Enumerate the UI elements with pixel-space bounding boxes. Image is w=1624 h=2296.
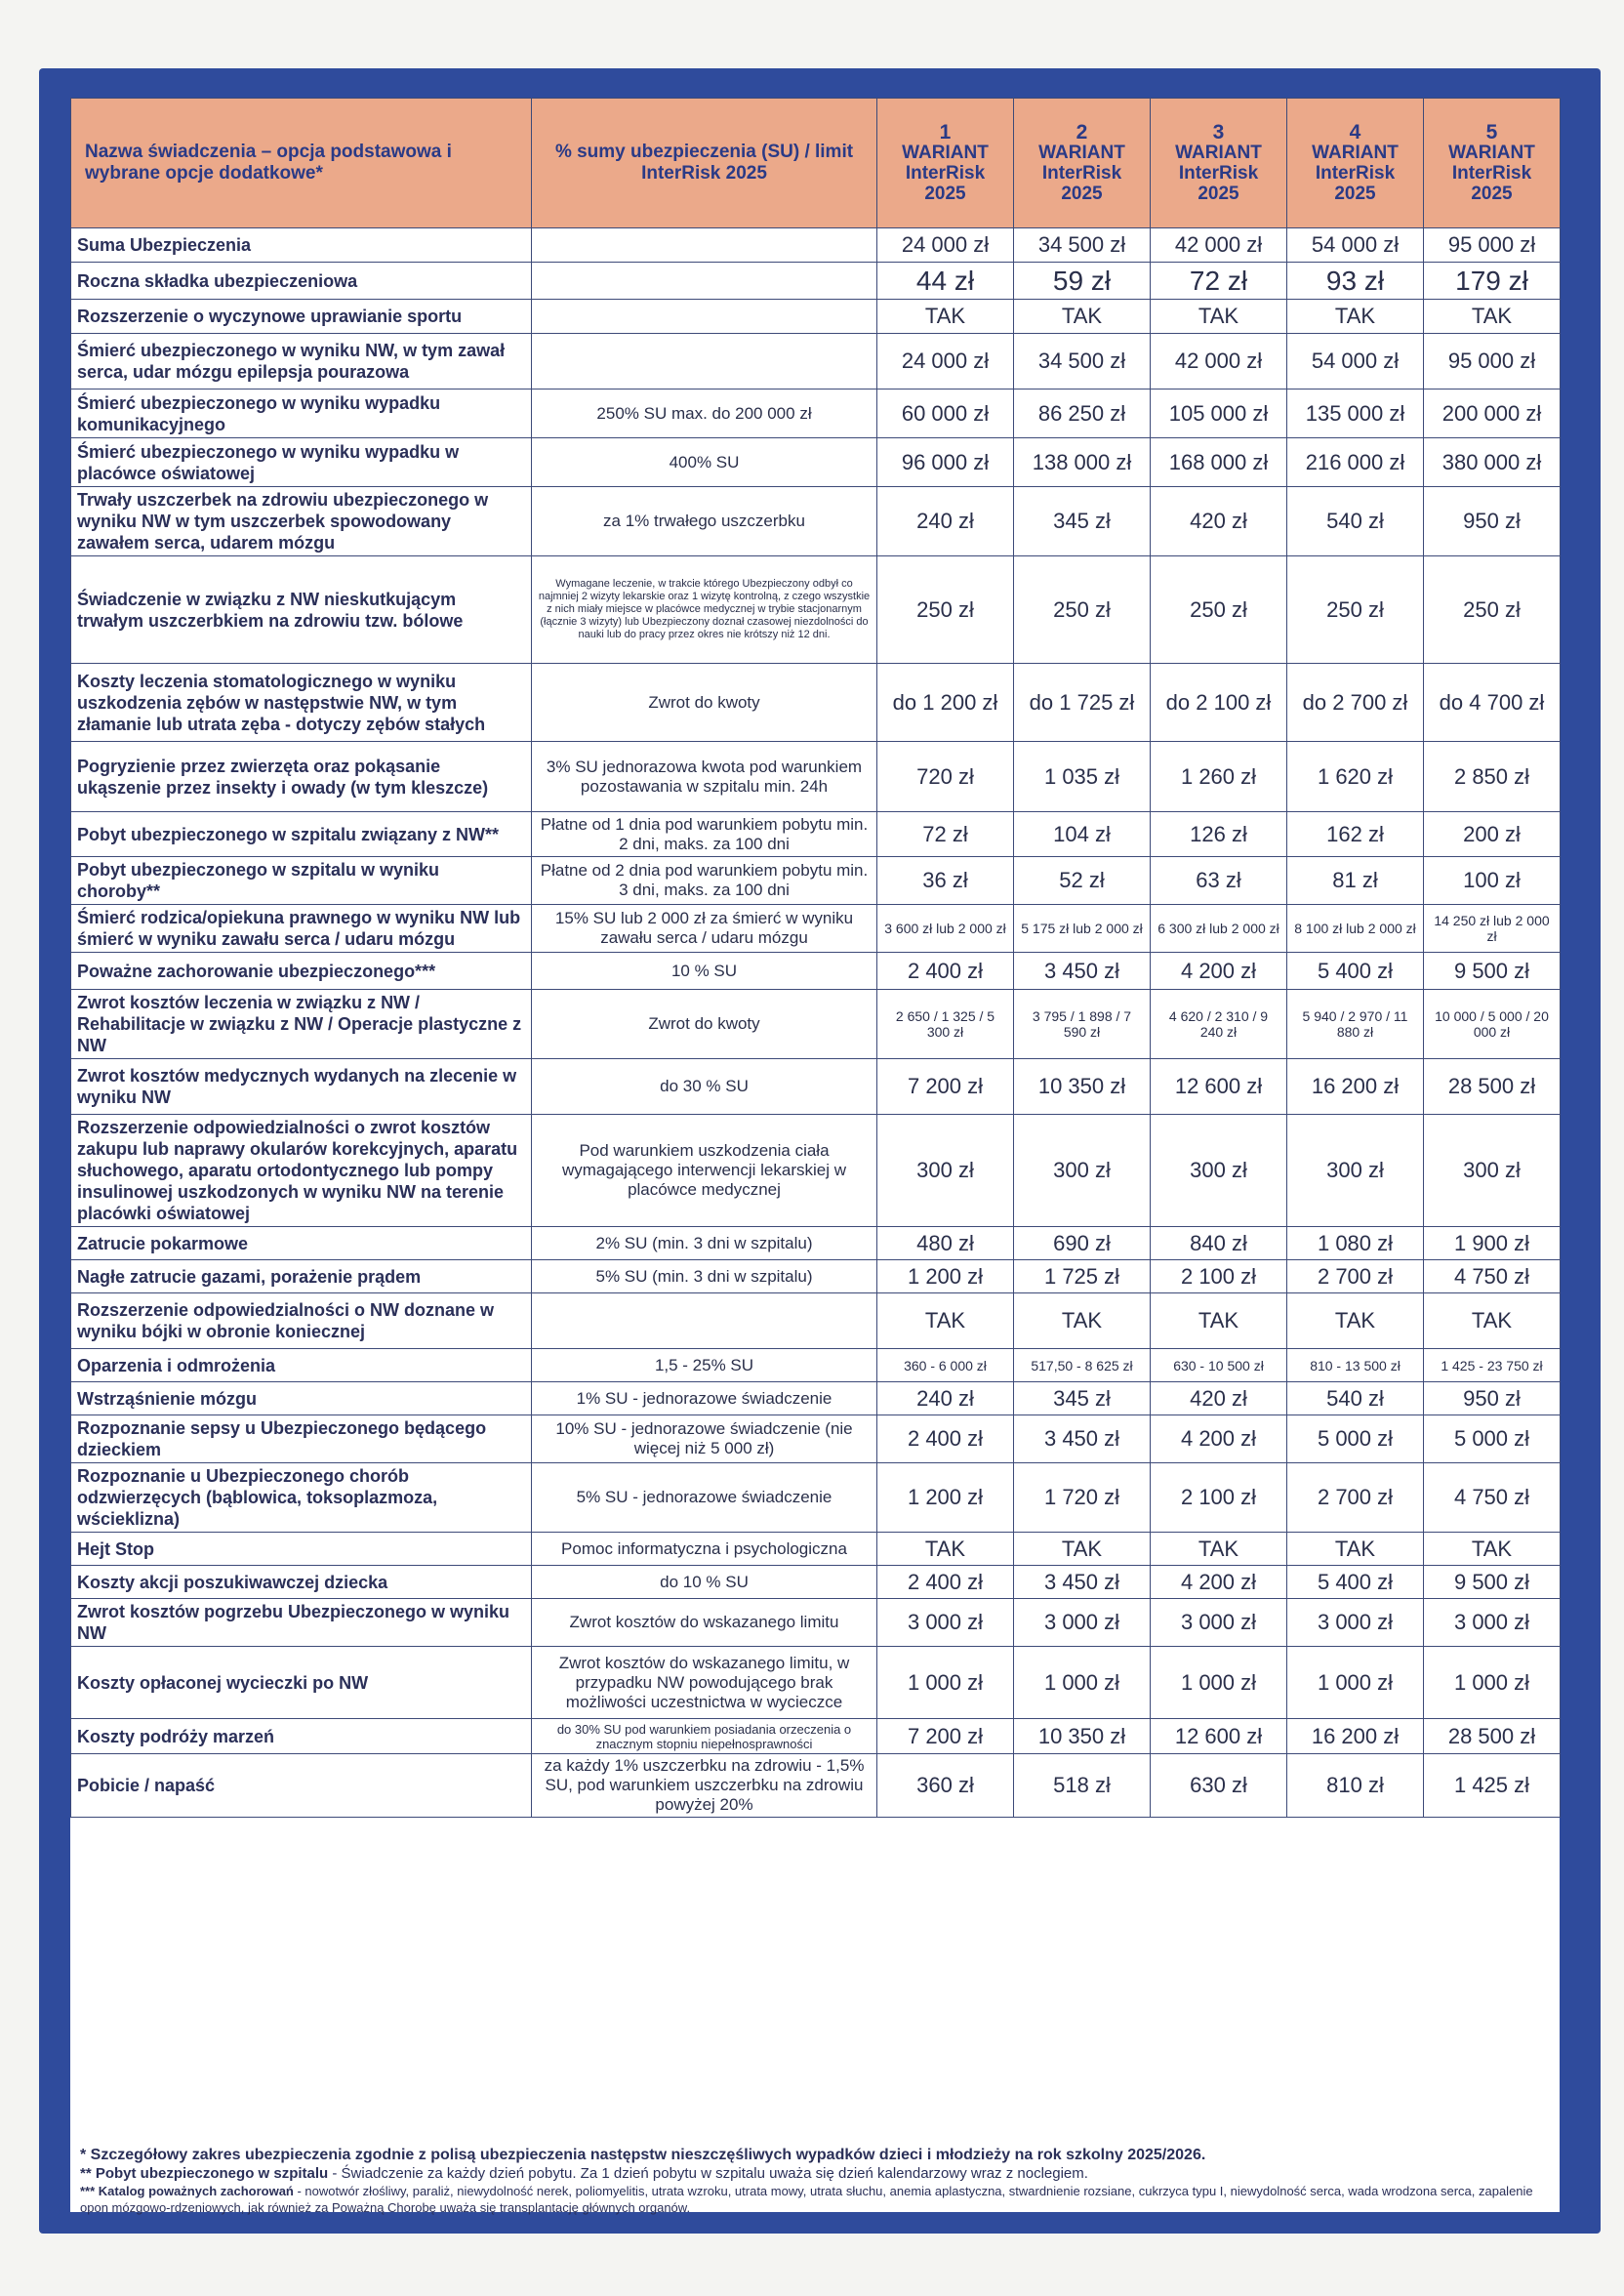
variant-5-value: 1 425 zł <box>1424 1754 1561 1818</box>
benefit-condition: Wymagane leczenie, w trakcie którego Ubezpieczony odbył co najmniej 2 wizyty lekarskie oraz 1 wizytę kontrolną, z czego wszystkie z nich miały miejsce w placówce medycznej w trybie stacjonarnym (łącznie 3 wizyty) lub Ubezpieczony doznał czasowej niezdolności do nauki lub do pracy przez okres nie krótszy niż 12 dni. <box>532 556 877 664</box>
variant-4-value: 5 940 / 2 970 / 11 880 zł <box>1287 990 1424 1059</box>
header-variant-2 <box>1014 99 1151 228</box>
benefit-name: Pobicie / napaść <box>71 1754 532 1818</box>
table-row <box>71 742 1561 812</box>
variant-2-value: 104 zł <box>1014 812 1151 857</box>
variant-3-value: 12 600 zł <box>1151 1719 1287 1754</box>
variant-5-value: 2 850 zł <box>1424 742 1561 812</box>
variant-label: WARIANT InterRisk 2025 <box>902 143 989 204</box>
variant-5-value: 250 zł <box>1424 556 1561 664</box>
variant-label: WARIANT InterRisk 2025 <box>1175 143 1262 204</box>
variant-2-value: 10 350 zł <box>1014 1059 1151 1115</box>
variant-2-value: 1 720 zł <box>1014 1463 1151 1533</box>
variant-4-value: 16 200 zł <box>1287 1719 1424 1754</box>
variant-label: WARIANT InterRisk 2025 <box>1448 143 1535 204</box>
table-row <box>71 1382 1561 1415</box>
benefit-name: Koszty opłaconej wycieczki po NW <box>71 1647 532 1719</box>
variant-2-value: 300 zł <box>1014 1115 1151 1227</box>
variant-2-value: 34 500 zł <box>1014 334 1151 390</box>
benefit-condition: za każdy 1% uszczerbku na zdrowiu - 1,5% SU, pod warunkiem uszczerbku na zdrowiu powyżej 20% <box>532 1754 877 1818</box>
table-row <box>71 487 1561 556</box>
variant-3-value: 4 200 zł <box>1151 953 1287 990</box>
variant-4-value: TAK <box>1287 1293 1424 1349</box>
table-row <box>71 438 1561 487</box>
variant-4-value: 1 620 zł <box>1287 742 1424 812</box>
variant-3-value: TAK <box>1151 1533 1287 1566</box>
variant-2-value: 59 zł <box>1014 263 1151 300</box>
benefit-name: Roczna składka ubezpieczeniowa <box>71 263 532 300</box>
variant-1-value: 1 200 zł <box>877 1463 1014 1533</box>
table-row <box>71 1533 1561 1566</box>
variant-4-value: 16 200 zł <box>1287 1059 1424 1115</box>
benefit-condition: do 30 % SU <box>532 1059 877 1115</box>
benefit-name: Hejt Stop <box>71 1533 532 1566</box>
variant-4-value: 54 000 zł <box>1287 334 1424 390</box>
variant-1-value: 2 400 zł <box>877 953 1014 990</box>
variant-5-value: 28 500 zł <box>1424 1719 1561 1754</box>
header-benefit-name: Nazwa świadczenia – opcja podstawowa i wybrane opcje dodatkowe* <box>71 99 532 228</box>
variant-1-value: 360 - 6 000 zł <box>877 1349 1014 1382</box>
benefit-condition: Zwrot kosztów do wskazanego limitu <box>532 1599 877 1647</box>
table-row <box>71 1719 1561 1754</box>
header-variant-1 <box>877 99 1014 228</box>
variant-1-value: 24 000 zł <box>877 228 1014 263</box>
benefit-condition: 3% SU jednorazowa kwota pod warunkiem pozostawania w szpitalu min. 24h <box>532 742 877 812</box>
variant-4-value: 216 000 zł <box>1287 438 1424 487</box>
variant-1-value: 300 zł <box>877 1115 1014 1227</box>
table-header-row <box>71 99 1561 228</box>
benefit-condition: 250% SU max. do 200 000 zł <box>532 390 877 438</box>
benefit-condition <box>532 300 877 334</box>
variant-5-value: 1 900 zł <box>1424 1227 1561 1260</box>
variant-5-value: TAK <box>1424 1293 1561 1349</box>
benefit-name: Trwały uszczerbek na zdrowiu ubezpieczonego w wyniku NW w tym uszczerbek spowodowany zawałem serca, udarem mózgu <box>71 487 532 556</box>
table-row <box>71 857 1561 905</box>
variant-1-value: 7 200 zł <box>877 1059 1014 1115</box>
variant-2-value: 3 450 zł <box>1014 953 1151 990</box>
variant-5-value: 95 000 zł <box>1424 228 1561 263</box>
variant-1-value: 250 zł <box>877 556 1014 664</box>
variant-1-value: 96 000 zł <box>877 438 1014 487</box>
footnote-3 <box>80 2183 1550 2216</box>
variant-3-value: 126 zł <box>1151 812 1287 857</box>
variant-4-value: 2 700 zł <box>1287 1260 1424 1293</box>
table-row <box>71 1647 1561 1719</box>
variant-1-value: 24 000 zł <box>877 334 1014 390</box>
variant-2-value: 52 zł <box>1014 857 1151 905</box>
benefit-condition <box>532 228 877 263</box>
benefit-condition: 10% SU - jednorazowe świadczenie (nie więcej niż 5 000 zł) <box>532 1415 877 1463</box>
variant-1-value: TAK <box>877 1533 1014 1566</box>
table-row <box>71 1566 1561 1599</box>
variant-2-value: 518 zł <box>1014 1754 1151 1818</box>
variant-5-value: 200 000 zł <box>1424 390 1561 438</box>
benefit-condition: Pod warunkiem uszkodzenia ciała wymagającego interwencji lekarskiej w placówce medycznej <box>532 1115 877 1227</box>
table-row <box>71 300 1561 334</box>
variant-2-value: 1 035 zł <box>1014 742 1151 812</box>
variant-1-value: 44 zł <box>877 263 1014 300</box>
table-row <box>71 1349 1561 1382</box>
benefit-name: Pobyt ubezpieczonego w szpitalu w wyniku choroby** <box>71 857 532 905</box>
benefit-condition <box>532 1293 877 1349</box>
variant-5-value: 950 zł <box>1424 487 1561 556</box>
variant-1-value: 240 zł <box>877 487 1014 556</box>
variant-4-value: 300 zł <box>1287 1115 1424 1227</box>
variant-2-value: 3 450 zł <box>1014 1566 1151 1599</box>
table-row <box>71 1059 1561 1115</box>
benefit-condition: 400% SU <box>532 438 877 487</box>
variant-number: 1 <box>939 121 952 144</box>
benefit-name: Śmierć ubezpieczonego w wyniku NW, w tym zawał serca, udar mózgu epilepsja pourazowa <box>71 334 532 390</box>
variant-5-value: 10 000 / 5 000 / 20 000 zł <box>1424 990 1561 1059</box>
benefit-condition <box>532 334 877 390</box>
benefit-name: Rozpoznanie sepsy u Ubezpieczonego będącego dzieckiem <box>71 1415 532 1463</box>
variant-4-value: 135 000 zł <box>1287 390 1424 438</box>
header-variant-3 <box>1151 99 1287 228</box>
benefit-name: Koszty podróży marzeń <box>71 1719 532 1754</box>
table-row <box>71 1293 1561 1349</box>
variant-3-value: 105 000 zł <box>1151 390 1287 438</box>
table-row <box>71 1115 1561 1227</box>
variant-5-value: 1 000 zł <box>1424 1647 1561 1719</box>
benefit-condition: 15% SU lub 2 000 zł za śmierć w wyniku zawału serca / udaru mózgu <box>532 905 877 953</box>
benefit-name: Świadczenie w związku z NW nieskutkującym trwałym uszczerbkiem na zdrowiu tzw. bólowe <box>71 556 532 664</box>
variant-5-value: 179 zł <box>1424 263 1561 300</box>
variant-5-value: 9 500 zł <box>1424 953 1561 990</box>
variant-2-value: 3 000 zł <box>1014 1599 1151 1647</box>
benefit-condition: Płatne od 1 dnia pod warunkiem pobytu min. 2 dni, maks. za 100 dni <box>532 812 877 857</box>
variant-5-value: 14 250 zł lub 2 000 zł <box>1424 905 1561 953</box>
benefit-name: Nagłe zatrucie gazami, porażenie prądem <box>71 1260 532 1293</box>
benefit-name: Poważne zachorowanie ubezpieczonego*** <box>71 953 532 990</box>
benefit-name: Oparzenia i odmrożenia <box>71 1349 532 1382</box>
variant-1-value: 60 000 zł <box>877 390 1014 438</box>
benefit-name: Pobyt ubezpieczonego w szpitalu związany z NW** <box>71 812 532 857</box>
table-row <box>71 1260 1561 1293</box>
table-row <box>71 812 1561 857</box>
variant-3-value: TAK <box>1151 1293 1287 1349</box>
benefit-name: Wstrząśnienie mózgu <box>71 1382 532 1415</box>
variant-4-value: do 2 700 zł <box>1287 664 1424 742</box>
variant-1-value: 1 000 zł <box>877 1647 1014 1719</box>
variant-number: 2 <box>1076 121 1088 144</box>
table-row <box>71 1463 1561 1533</box>
variant-3-value: 1 000 zł <box>1151 1647 1287 1719</box>
variant-5-value: 5 000 zł <box>1424 1415 1561 1463</box>
variant-5-value: 9 500 zł <box>1424 1566 1561 1599</box>
variant-1-value: 72 zł <box>877 812 1014 857</box>
table-row <box>71 990 1561 1059</box>
footnote-2-label: ** Pobyt ubezpieczonego w szpitalu <box>80 2165 329 2182</box>
benefit-name: Zwrot kosztów medycznych wydanych na zlecenie w wyniku NW <box>71 1059 532 1115</box>
benefit-condition: Płatne od 2 dnia pod warunkiem pobytu min. 3 dni, maks. za 100 dni <box>532 857 877 905</box>
variant-4-value: 250 zł <box>1287 556 1424 664</box>
benefit-name: Zatrucie pokarmowe <box>71 1227 532 1260</box>
variant-2-value: TAK <box>1014 1533 1151 1566</box>
benefit-condition: 5% SU (min. 3 dni w szpitalu) <box>532 1260 877 1293</box>
variant-4-value: 81 zł <box>1287 857 1424 905</box>
variant-1-value: 360 zł <box>877 1754 1014 1818</box>
variant-3-value: 3 000 zł <box>1151 1599 1287 1647</box>
variant-2-value: TAK <box>1014 300 1151 334</box>
variant-4-value: 810 - 13 500 zł <box>1287 1349 1424 1382</box>
variant-3-value: 630 - 10 500 zł <box>1151 1349 1287 1382</box>
variant-number: 3 <box>1212 121 1225 144</box>
variant-2-value: 5 175 zł lub 2 000 zł <box>1014 905 1151 953</box>
variant-4-value: TAK <box>1287 300 1424 334</box>
variant-4-value: 5 000 zł <box>1287 1415 1424 1463</box>
benefit-condition: 10 % SU <box>532 953 877 990</box>
benefit-condition <box>532 263 877 300</box>
footnote-1: * Szczegółowy zakres ubezpieczenia zgodnie z polisą ubezpieczenia następstw nieszczęśliwych wypadków dzieci i młodzieży na rok szkolny 2025/2026. <box>80 2147 1206 2163</box>
variant-5-value: 3 000 zł <box>1424 1599 1561 1647</box>
variant-4-value: 1 080 zł <box>1287 1227 1424 1260</box>
document-sheet <box>70 98 1560 2215</box>
benefit-name: Zwrot kosztów pogrzebu Ubezpieczonego w wyniku NW <box>71 1599 532 1647</box>
variant-4-value: 810 zł <box>1287 1754 1424 1818</box>
variant-2-value: 690 zł <box>1014 1227 1151 1260</box>
variant-2-value: 1 000 zł <box>1014 1647 1151 1719</box>
variant-4-value: 5 400 zł <box>1287 1566 1424 1599</box>
header-variant-4 <box>1287 99 1424 228</box>
footnote-2 <box>80 2164 1550 2183</box>
variant-5-value: TAK <box>1424 1533 1561 1566</box>
benefit-name: Koszty akcji poszukiwawczej dziecka <box>71 1566 532 1599</box>
variant-5-value: 950 zł <box>1424 1382 1561 1415</box>
variant-1-value: do 1 200 zł <box>877 664 1014 742</box>
benefit-condition: do 10 % SU <box>532 1566 877 1599</box>
header-percent-limit: % sumy ubezpieczenia (SU) / limit InterRisk 2025 <box>532 99 877 228</box>
variant-5-value: 100 zł <box>1424 857 1561 905</box>
benefit-name: Suma Ubezpieczenia <box>71 228 532 263</box>
variant-4-value: 5 400 zł <box>1287 953 1424 990</box>
benefits-table <box>70 98 1561 1818</box>
benefit-condition: 1% SU - jednorazowe świadczenie <box>532 1382 877 1415</box>
variant-3-value: 630 zł <box>1151 1754 1287 1818</box>
variant-1-value: 2 650 / 1 325 / 5 300 zł <box>877 990 1014 1059</box>
variant-4-value: 2 700 zł <box>1287 1463 1424 1533</box>
variant-2-value: 86 250 zł <box>1014 390 1151 438</box>
variant-1-value: 36 zł <box>877 857 1014 905</box>
variant-1-value: 720 zł <box>877 742 1014 812</box>
variant-4-value: 162 zł <box>1287 812 1424 857</box>
variant-1-value: 240 zł <box>877 1382 1014 1415</box>
variant-1-value: 7 200 zł <box>877 1719 1014 1754</box>
benefit-name: Śmierć ubezpieczonego w wyniku wypadku komunikacyjnego <box>71 390 532 438</box>
benefit-name: Rozszerzenie odpowiedzialności o zwrot kosztów zakupu lub naprawy okularów korekcyjnych, aparatu słuchowego, aparatu ortodontycznego lub pompy insulinowej uszkodzonych w wyniku NW na terenie placówki oświatowej <box>71 1115 532 1227</box>
variant-3-value: 250 zł <box>1151 556 1287 664</box>
variant-1-value: 3 600 zł lub 2 000 zł <box>877 905 1014 953</box>
variant-3-value: 300 zł <box>1151 1115 1287 1227</box>
variant-2-value: TAK <box>1014 1293 1151 1349</box>
variant-4-value: TAK <box>1287 1533 1424 1566</box>
variant-5-value: 4 750 zł <box>1424 1260 1561 1293</box>
variant-3-value: 12 600 zł <box>1151 1059 1287 1115</box>
variant-2-value: 34 500 zł <box>1014 228 1151 263</box>
variant-label: WARIANT InterRisk 2025 <box>1038 143 1125 204</box>
benefit-condition: za 1% trwałego uszczerbku <box>532 487 877 556</box>
variant-2-value: 250 zł <box>1014 556 1151 664</box>
benefit-condition: Pomoc informatyczna i psychologiczna <box>532 1533 877 1566</box>
variant-3-value: 4 200 zł <box>1151 1566 1287 1599</box>
table-row <box>71 1415 1561 1463</box>
footnote-3-label: *** Katalog poważnych zachorowań <box>80 2184 294 2198</box>
variant-2-value: 3 795 / 1 898 / 7 590 zł <box>1014 990 1151 1059</box>
benefit-condition: 2% SU (min. 3 dni w szpitalu) <box>532 1227 877 1260</box>
variant-5-value: 95 000 zł <box>1424 334 1561 390</box>
benefit-name: Śmierć rodzica/opiekuna prawnego w wyniku NW lub śmierć w wyniku zawału serca / udaru mózgu <box>71 905 532 953</box>
variant-1-value: TAK <box>877 1293 1014 1349</box>
table-row <box>71 1754 1561 1818</box>
variant-3-value: 420 zł <box>1151 1382 1287 1415</box>
benefit-condition: 1,5 - 25% SU <box>532 1349 877 1382</box>
variant-2-value: 345 zł <box>1014 487 1151 556</box>
variant-4-value: 3 000 zł <box>1287 1599 1424 1647</box>
variant-5-value: 28 500 zł <box>1424 1059 1561 1115</box>
benefit-condition: Zwrot do kwoty <box>532 664 877 742</box>
variant-2-value: 138 000 zł <box>1014 438 1151 487</box>
benefit-name: Śmierć ubezpieczonego w wyniku wypadku w placówce oświatowej <box>71 438 532 487</box>
table-row <box>71 263 1561 300</box>
variant-3-value: 1 260 zł <box>1151 742 1287 812</box>
footnote-3-text: - nowotwór złośliwy, paraliż, niewydolność nerek, poliomyelitis, utrata wzroku, utrata mowy, utrata słuchu, anemia aplastyczna, stwardnienie rozsiane, cukrzyca typu I, niewydolność serca, wada wrodzona serca, zapalenie opon mózgowo-rdzeniowych, jak również za Poważną Chorobę uważa się transplantację głównych organów. <box>80 2184 1533 2215</box>
benefit-condition: Zwrot kosztów do wskazanego limitu, w przypadku NW powodującego brak możliwości uczestnictwa w wycieczce <box>532 1647 877 1719</box>
table-row <box>71 1599 1561 1647</box>
benefit-name: Rozszerzenie o wyczynowe uprawianie sportu <box>71 300 532 334</box>
variant-4-value: 54 000 zł <box>1287 228 1424 263</box>
variant-2-value: 1 725 zł <box>1014 1260 1151 1293</box>
variant-number: 5 <box>1485 121 1498 144</box>
variant-4-value: 540 zł <box>1287 1382 1424 1415</box>
table-row <box>71 664 1561 742</box>
benefit-name: Rozszerzenie odpowiedzialności o NW doznane w wyniku bójki w obronie koniecznej <box>71 1293 532 1349</box>
variant-5-value: 300 zł <box>1424 1115 1561 1227</box>
variant-3-value: 2 100 zł <box>1151 1463 1287 1533</box>
table-row <box>71 556 1561 664</box>
variant-4-value: 540 zł <box>1287 487 1424 556</box>
table-row <box>71 905 1561 953</box>
variant-3-value: 72 zł <box>1151 263 1287 300</box>
variant-label: WARIANT InterRisk 2025 <box>1312 143 1399 204</box>
table-row <box>71 953 1561 990</box>
variant-3-value: 420 zł <box>1151 487 1287 556</box>
benefit-name: Zwrot kosztów leczenia w związku z NW / Rehabilitacje w związku z NW / Operacje plastyczne z NW <box>71 990 532 1059</box>
variant-3-value: 840 zł <box>1151 1227 1287 1260</box>
variant-1-value: 2 400 zł <box>877 1566 1014 1599</box>
variant-2-value: 3 450 zł <box>1014 1415 1151 1463</box>
variant-3-value: 6 300 zł lub 2 000 zł <box>1151 905 1287 953</box>
header-variant-5 <box>1424 99 1561 228</box>
variant-3-value: do 2 100 zł <box>1151 664 1287 742</box>
benefit-condition: do 30% SU pod warunkiem posiadania orzeczenia o znacznym stopniu niepełnosprawności <box>532 1719 877 1754</box>
benefit-name: Koszty leczenia stomatologicznego w wyniku uszkodzenia zębów w następstwie NW, w tym złamanie lub utrata zęba - dotyczy zębów stałych <box>71 664 532 742</box>
variant-1-value: 480 zł <box>877 1227 1014 1260</box>
variant-3-value: 42 000 zł <box>1151 334 1287 390</box>
variant-number: 4 <box>1349 121 1361 144</box>
variant-2-value: 517,50 - 8 625 zł <box>1014 1349 1151 1382</box>
table-row <box>71 228 1561 263</box>
variant-5-value: do 4 700 zł <box>1424 664 1561 742</box>
variant-3-value: TAK <box>1151 300 1287 334</box>
variant-4-value: 1 000 zł <box>1287 1647 1424 1719</box>
variant-2-value: 345 zł <box>1014 1382 1151 1415</box>
variant-1-value: 2 400 zł <box>877 1415 1014 1463</box>
benefit-name: Pogryzienie przez zwierzęta oraz pokąsanie ukąszenie przez insekty i owady (w tym kleszcze) <box>71 742 532 812</box>
variant-1-value: TAK <box>877 300 1014 334</box>
footnote-2-text: - Świadczenie za każdy dzień pobytu. Za 1 dzień pobytu w szpitalu uważa się dzień kalendarzowy wraz z noclegiem. <box>328 2165 1088 2182</box>
footnotes <box>80 2146 1550 2216</box>
variant-3-value: 168 000 zł <box>1151 438 1287 487</box>
variant-3-value: 2 100 zł <box>1151 1260 1287 1293</box>
variant-4-value: 93 zł <box>1287 263 1424 300</box>
variant-3-value: 42 000 zł <box>1151 228 1287 263</box>
benefit-condition: Zwrot do kwoty <box>532 990 877 1059</box>
variant-3-value: 4 620 / 2 310 / 9 240 zł <box>1151 990 1287 1059</box>
variant-5-value: 4 750 zł <box>1424 1463 1561 1533</box>
table-row <box>71 1227 1561 1260</box>
table-row <box>71 334 1561 390</box>
variant-3-value: 4 200 zł <box>1151 1415 1287 1463</box>
variant-5-value: 1 425 - 23 750 zł <box>1424 1349 1561 1382</box>
variant-5-value: 200 zł <box>1424 812 1561 857</box>
variant-3-value: 63 zł <box>1151 857 1287 905</box>
table-row <box>71 390 1561 438</box>
benefit-name: Rozpoznanie u Ubezpieczonego chorób odzwierzęcych (bąblowica, toksoplazmoza, wścieklizna) <box>71 1463 532 1533</box>
variant-4-value: 8 100 zł lub 2 000 zł <box>1287 905 1424 953</box>
table-body <box>71 228 1561 1818</box>
variant-1-value: 1 200 zł <box>877 1260 1014 1293</box>
variant-1-value: 3 000 zł <box>877 1599 1014 1647</box>
variant-5-value: TAK <box>1424 300 1561 334</box>
benefit-condition: 5% SU - jednorazowe świadczenie <box>532 1463 877 1533</box>
variant-2-value: do 1 725 zł <box>1014 664 1151 742</box>
variant-5-value: 380 000 zł <box>1424 438 1561 487</box>
variant-2-value: 10 350 zł <box>1014 1719 1151 1754</box>
